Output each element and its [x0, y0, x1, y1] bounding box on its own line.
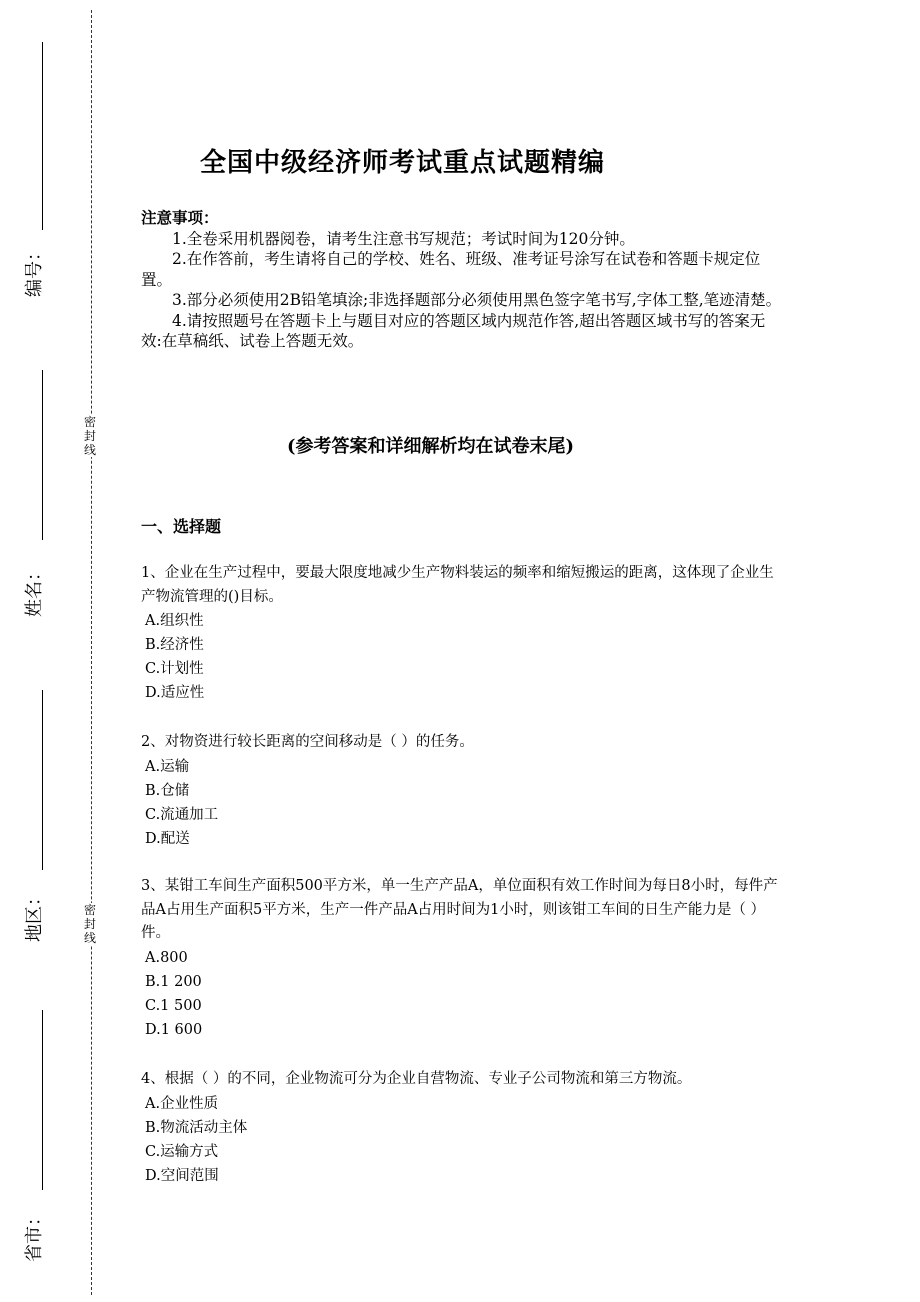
seal-char: 密 — [83, 415, 96, 429]
seal-char: 线 — [83, 931, 96, 945]
notice-block — [141, 208, 783, 352]
option-b[interactable]: B.经济性 — [145, 637, 204, 653]
page-title: 全国中级经济师考试重点试题精编 — [200, 148, 606, 178]
seal-char: 封 — [83, 429, 96, 443]
option-c[interactable]: C.流通加工 — [145, 806, 219, 823]
number-label: 编号： — [24, 243, 45, 297]
answer-note: (参考答案和详细解析均在试卷末尾) — [287, 436, 575, 457]
question-stem: 2、对物资进行较长距离的空间移动是（ ）的任务。 — [141, 734, 474, 750]
option-c[interactable]: C.1 500 — [145, 997, 202, 1014]
notice-item: 1.全卷采用机器阅卷，请考生注意书写规范；考试时间为120分钟。 — [172, 229, 635, 248]
option-a[interactable]: A.运输 — [145, 758, 190, 775]
option-d[interactable]: D.配送 — [145, 830, 190, 847]
option-c[interactable]: C.计划性 — [145, 661, 204, 677]
option-d[interactable]: D.空间范围 — [145, 1167, 219, 1184]
name-label: 姓名： — [24, 563, 45, 617]
option-b[interactable]: B.仓储 — [145, 782, 190, 799]
option-d[interactable]: D.适应性 — [145, 685, 205, 701]
question-1 — [141, 562, 783, 705]
province-fill-line[interactable] — [42, 1010, 43, 1190]
seal-label-lower — [83, 903, 97, 945]
option-a[interactable]: A.800 — [145, 949, 188, 966]
section-heading: 一、选择题 — [141, 517, 222, 536]
option-a[interactable]: A.企业性质 — [145, 1095, 219, 1112]
option-b[interactable]: B.1 200 — [145, 973, 202, 990]
seal-char: 封 — [83, 917, 96, 931]
option-a[interactable]: A.组织性 — [145, 613, 204, 629]
seal-char: 线 — [83, 443, 96, 457]
option-b[interactable]: B.物流活动主体 — [145, 1119, 248, 1136]
province-label: 省市： — [24, 1208, 45, 1262]
question-stem: 1、企业在生产过程中，要最大限度地减少生产物料装运的频率和缩短搬运的距离，这体现了企业生产物流管理的()目标。 — [141, 565, 774, 605]
option-d[interactable]: D.1 600 — [145, 1021, 203, 1038]
question-3 — [141, 875, 783, 1042]
option-c[interactable]: C.运输方式 — [145, 1143, 219, 1160]
notice-item: 2.在作答前，考生请将自己的学校、姓名、班级、准考证号涂写在试卷和答题卡规定位置。 — [141, 250, 761, 289]
region-label: 地区： — [24, 888, 45, 942]
region-fill-line[interactable] — [42, 690, 43, 870]
question-stem: 4、根据（ ）的不同，企业物流可分为企业自营物流、专业子公司物流和第三方物流。 — [141, 1071, 692, 1087]
notice-item: 4.请按照题号在答题卡上与题目对应的答题区域内规范作答,超出答题区域书写的答案无效:在草稿纸、试卷上答题无效。 — [141, 311, 766, 350]
name-fill-line[interactable] — [42, 370, 43, 540]
seal-dashed-line — [91, 10, 92, 1295]
seal-char: 密 — [83, 903, 96, 917]
seal-label-upper — [83, 415, 97, 457]
question-2 — [141, 731, 783, 851]
number-fill-line[interactable] — [42, 42, 43, 230]
question-4 — [141, 1068, 783, 1188]
question-stem: 3、某钳工车间生产面积500平方米，单一生产产品A，单位面积有效工作时间为每日8小时，每件产品A占用生产面积5平方米，生产一件产品A占用时间为1小时，则该钳工车间的日生产能力是（ ）件。 — [141, 878, 778, 941]
binding-margin — [0, 0, 110, 1302]
notice-heading: 注意事项： — [141, 208, 219, 227]
notice-item: 3.部分必须使用2B铅笔填涂;非选择题部分必须使用黑色签字笔书写,字体工整,笔迹清楚。 — [172, 291, 782, 309]
